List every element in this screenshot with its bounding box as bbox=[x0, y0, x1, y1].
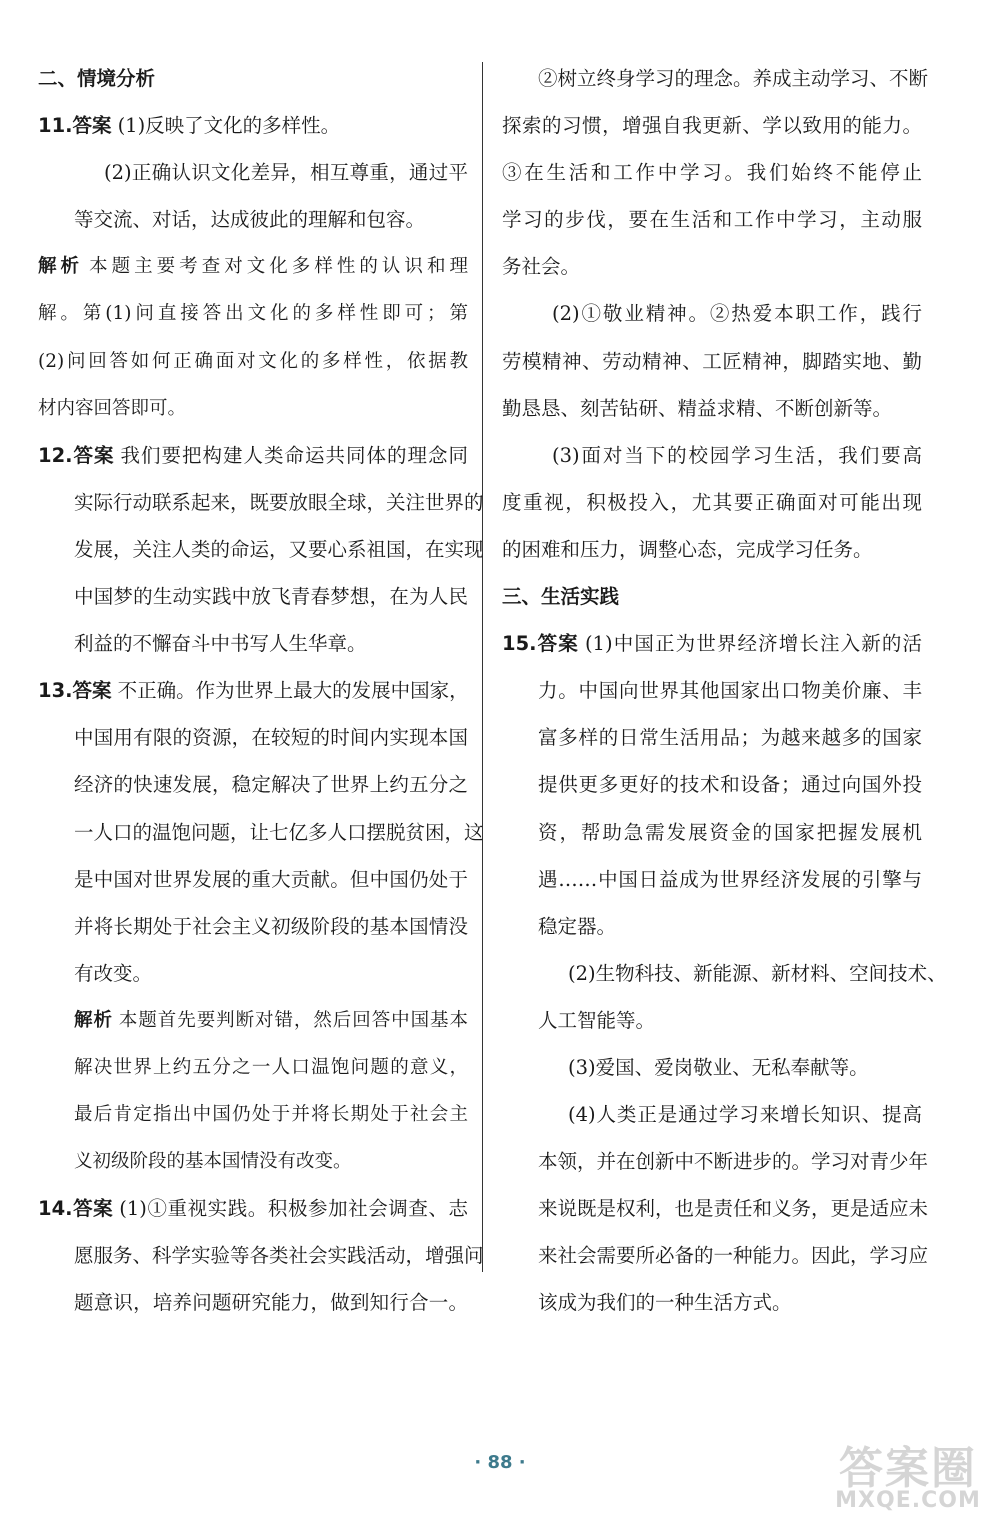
q11-analysis-line bbox=[38, 243, 468, 290]
section-heading-3: 三、生活实践 bbox=[502, 585, 620, 609]
q13-line: 是中国对世界发展的重大贡献。但中国仍处于 bbox=[74, 867, 468, 891]
q14-answer-label: 答案 bbox=[72, 1197, 114, 1221]
q15-p2-line: (2)生物科技、新能源、新材料、空间技术、 bbox=[568, 961, 947, 985]
q11-answer-line bbox=[38, 102, 468, 149]
q14-answer-line bbox=[38, 1185, 468, 1232]
q12-line: 实际行动联系起来，既要放眼全球，关注世界的 bbox=[74, 490, 484, 514]
q15-text: (1)中国正为世界经济增长注入新的活 bbox=[584, 632, 922, 656]
q14-cont-line: 务社会。 bbox=[502, 255, 581, 279]
q15-p3-line: (3)爱国、爱岗敬业、无私奉献等。 bbox=[568, 1055, 869, 1079]
q14-p2-line: 勤恳恳、刻苦钻研、精益求精、不断创新等。 bbox=[502, 396, 893, 420]
q13-number: 13. bbox=[38, 679, 73, 703]
q11-p2-line: 等交流、对话，达成彼此的理解和包容。 bbox=[74, 208, 426, 232]
q14-cont-line: ③在生活和工作中学习。我们始终不能停止 bbox=[502, 161, 922, 185]
q15-answer-line bbox=[502, 620, 922, 667]
q13-analysis-line: 解决世界上约五分之一人口温饱问题的意义， bbox=[74, 1056, 468, 1078]
q14-line: 题意识，培养问题研究能力，做到知行合一。 bbox=[74, 1291, 468, 1315]
q14-text: (1)①重视实践。积极参加社会调查、志 bbox=[119, 1197, 468, 1221]
q14-p3-line: (3)面对当下的校园学习生活，我们要高 bbox=[552, 443, 922, 467]
q15-line: 稳定器。 bbox=[538, 914, 617, 938]
q14-p2-line: 劳模精神、劳动精神、工匠精神，脚踏实地、勤 bbox=[502, 349, 922, 373]
q15-number: 15. bbox=[502, 632, 537, 656]
q13-analysis-line: 最后肯定指出中国仍处于并将长期处于社会主 bbox=[74, 1104, 468, 1126]
q13-analysis-text: 本题首先要判断对错，然后回答中国基本 bbox=[118, 1009, 468, 1031]
q13-line: 有改变。 bbox=[74, 961, 153, 985]
column-divider bbox=[482, 62, 483, 1272]
q11-p2-line: (2)正确认识文化差异，相互尊重，通过平 bbox=[104, 161, 468, 185]
q11-analysis-line: (2)问回答如何正确面对文化的多样性，依据教 bbox=[38, 350, 468, 372]
q14-p3-line: 的困难和压力，调整心态，完成学习任务。 bbox=[502, 537, 873, 561]
q11-analysis-line: 解。第(1)问直接答出文化的多样性即可；第 bbox=[38, 303, 468, 325]
q15-line: 富多样的日常生活用品；为越来越多的国家 bbox=[538, 726, 922, 750]
q15-p4-line: 来说既是权利，也是责任和义务，更是适应未 bbox=[538, 1197, 929, 1221]
watermark-bottom-text: MXQE.COM bbox=[835, 1488, 981, 1513]
watermark-top-text: 答案圈 bbox=[839, 1443, 977, 1494]
q15-line: 遇……中国日益成为世界经济发展的引擎与 bbox=[538, 867, 922, 891]
q12-line: 中国梦的生动实践中放飞青春梦想，在为人民 bbox=[74, 585, 468, 609]
q15-p4-line: 本领，并在创新中不断进步的。学习对青少年 bbox=[538, 1150, 929, 1174]
q13-analysis-line bbox=[38, 997, 468, 1044]
section-heading-2: 二、情境分析 bbox=[38, 67, 156, 90]
q13-answer-label: 答案 bbox=[72, 679, 112, 703]
q15-answer-label: 答案 bbox=[536, 632, 579, 656]
right-column bbox=[502, 55, 947, 1327]
q13-line: 并将长期处于社会主义初级阶段的基本国情没 bbox=[74, 914, 468, 938]
q13-line: 中国用有限的资源，在较短的时间内实现本国 bbox=[74, 726, 468, 750]
q14-p3-line: 度重视，积极投入，尤其要正确面对可能出现 bbox=[502, 490, 922, 514]
q12-line: 发展，关注人类的命运，又要心系祖国，在实现 bbox=[74, 537, 484, 561]
q13-line: 一人口的温饱问题，让七亿多人口摆脱贫困，这 bbox=[74, 820, 484, 844]
q13-answer-line bbox=[38, 667, 468, 714]
q14-p2-line: (2)①敬业精神。②热爱本职工作，践行 bbox=[552, 302, 922, 326]
q13-text: 不正确。作为世界上最大的发展中国家， bbox=[117, 679, 469, 703]
q14-cont-line: 学习的步伐，要在生活和工作中学习，主动服 bbox=[502, 208, 922, 232]
q11-analysis-label: 解析 bbox=[38, 256, 84, 278]
q15-p4-line: 来社会需要所必备的一种能力。因此，学习应 bbox=[538, 1244, 929, 1268]
q11-text: (1)反映了文化的多样性。 bbox=[117, 114, 341, 138]
q13-analysis-line: 义初级阶段的基本国情没有改变。 bbox=[74, 1151, 352, 1173]
q14-cont-line: 探索的习惯，增强自我更新、学以致用的能力。 bbox=[502, 114, 922, 138]
q15-line: 提供更多更好的技术和设备；通过向国外投 bbox=[538, 773, 922, 797]
left-column bbox=[38, 55, 484, 1327]
q12-answer-label: 答案 bbox=[72, 443, 115, 467]
q15-line: 力。中国向世界其他国家出口物美价廉、丰 bbox=[538, 679, 922, 703]
watermark-logo bbox=[828, 1432, 988, 1520]
q11-analysis-line: 材内容回答即可。 bbox=[38, 397, 187, 419]
q15-p4-line: 该成为我们的一种生活方式。 bbox=[538, 1291, 792, 1315]
q15-p4-line: (4)人类正是通过学习来增长知识、提高 bbox=[568, 1103, 922, 1127]
page-number: · 88 · bbox=[474, 1452, 526, 1473]
q12-number: 12. bbox=[38, 443, 73, 467]
q11-number: 11. bbox=[38, 114, 73, 138]
q15-p2-line: 人工智能等。 bbox=[538, 1008, 656, 1032]
q13-analysis-label: 解析 bbox=[74, 1009, 113, 1031]
q14-cont-line: ②树立终身学习的理念。养成主动学习、不断 bbox=[538, 67, 929, 90]
q12-answer-line bbox=[38, 432, 468, 479]
q14-line: 愿服务、科学实验等各类社会实践活动，增强问 bbox=[74, 1244, 484, 1268]
q12-line: 利益的不懈奋斗中书写人生华章。 bbox=[74, 632, 367, 656]
q12-text: 我们要把构建人类命运共同体的理念同 bbox=[120, 443, 468, 467]
q14-number: 14. bbox=[38, 1197, 73, 1221]
q11-answer-label: 答案 bbox=[72, 114, 112, 138]
q11-analysis-text: 本题主要考查对文化多样性的认识和理 bbox=[89, 256, 468, 278]
q13-line: 经济的快速发展，稳定解决了世界上约五分之 bbox=[74, 773, 468, 797]
q15-line: 资，帮助急需发展资金的国家把握发展机 bbox=[538, 820, 922, 844]
